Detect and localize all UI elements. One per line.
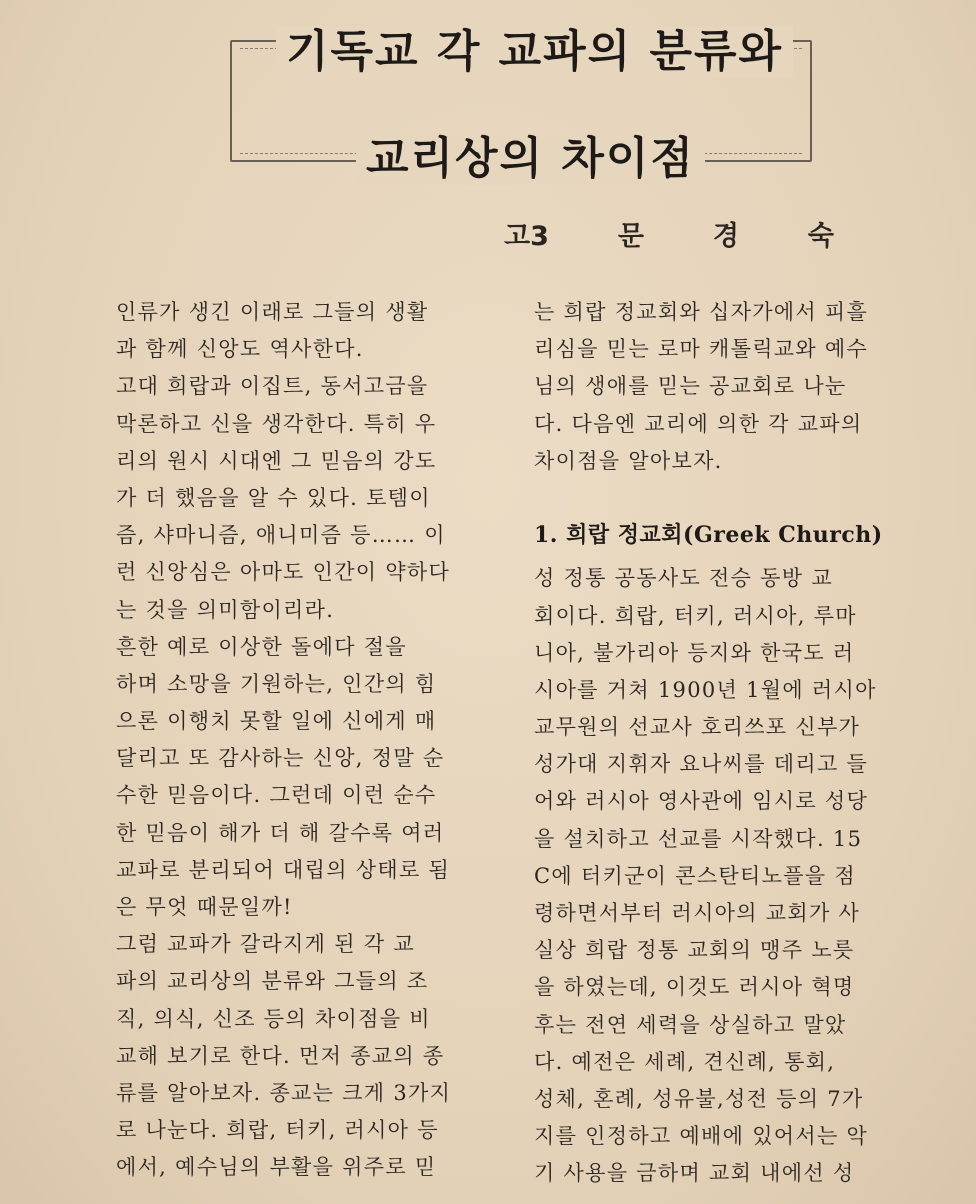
author-byline [504, 214, 834, 253]
text-line: 성 정통 공동사도 전승 동방 교 [534, 566, 833, 591]
text-line: 을 설치하고 선교를 시작했다. 15 [534, 826, 863, 851]
text-line: 그럼 교파가 갈라지게 된 각 교 [116, 932, 415, 957]
text-line: 어와 러시아 영사관에 임시로 성당 [534, 789, 869, 814]
text-line: 달리고 또 감사하는 신앙, 정말 순 [116, 746, 445, 771]
section-heading: 1. 희랍 정교회(Greek Church) [534, 522, 883, 549]
author-grade: 고3 [504, 221, 549, 252]
text-line: 에서, 예수님의 부활을 위주로 믿 [116, 1155, 437, 1180]
text-line: 인류가 생긴 이래로 그들의 생활 [116, 300, 429, 324]
text-line: 교무원의 선교사 호리쓰포 신부가 [534, 715, 861, 740]
text-line: 실상 희랍 정통 교회의 맹주 노릇 [534, 938, 855, 963]
text-line: 과 함께 신앙도 역사한다. [116, 337, 364, 362]
text-line: 니아, 불가리아 등지와 한국도 러 [534, 640, 855, 665]
text-line: 즘, 샤마니즘, 애니미즘 등…… 이 [116, 523, 446, 548]
text-line: 리의 원시 시대엔 그 믿음의 강도 [116, 448, 437, 473]
text-line: 하며 소망을 기원하는, 인간의 힘 [116, 671, 437, 696]
text-line: 을 하였는데, 이것도 러시아 혁명 [534, 975, 855, 1000]
left-text-column [116, 294, 496, 1187]
article-title-line-1: 기독교 각 교파의 분류와 [276, 26, 793, 78]
text-line: 은 무엇 때문일까! [116, 895, 293, 919]
text-line: 수한 믿음이다. 그런데 이런 순수 [116, 783, 437, 808]
text-line: 성체, 혼례, 성유불,성전 등의 7가 [534, 1086, 864, 1111]
text-line: 는 희랍 정교회와 십자가에서 피흘 [534, 300, 869, 324]
text-line: 후는 전연 세력을 상실하고 말았 [534, 1012, 847, 1037]
author-given-name-2: 숙 [807, 221, 834, 252]
text-line: 막론하고 신을 생각한다. 특히 우 [116, 411, 437, 436]
text-line: 가 더 했음을 알 수 있다. 토템이 [116, 485, 431, 510]
article-title-line-2: 교리상의 차이점 [356, 133, 705, 185]
text-line: 시아를 거쳐 1900년 1월에 러시아 [534, 677, 877, 702]
text-line: 흔한 예로 이상한 돌에다 절을 [116, 634, 407, 659]
text-line: 다. 다음엔 교리에 의한 각 교파의 [534, 411, 863, 436]
text-line: 한 믿음이 해가 더 해 갈수록 여러 [116, 820, 445, 845]
text-line: 리심을 믿는 로마 캐톨릭교와 예수 [534, 337, 869, 362]
text-line: 런 신앙심은 아마도 인간이 약하다 [116, 560, 451, 585]
author-surname: 문 [617, 221, 644, 252]
author-given-name-1: 경 [712, 221, 739, 252]
text-line: C에 터키군이 콘스탄티노플을 점 [534, 863, 856, 888]
text-line: 님의 생애를 믿는 공교회로 나눈 [534, 374, 847, 399]
section-spacer [534, 480, 914, 517]
text-line: 지를 인정하고 예배에 있어서는 악 [534, 1124, 869, 1149]
text-line: 으론 이행치 못할 일에 신에게 매 [116, 709, 437, 734]
text-line: 교파로 분리되어 대립의 상태로 됨 [116, 857, 451, 882]
text-line: 차이점을 알아보자. [534, 448, 723, 473]
text-line: 교해 보기로 한다. 먼저 종교의 종 [116, 1043, 445, 1068]
text-line: 다. 예전은 세례, 견신례, 통회, [534, 1049, 836, 1074]
text-line: 고대 희랍과 이집트, 동서고금을 [116, 374, 429, 399]
text-line: 회이다. 희랍, 터키, 러시아, 루마 [534, 603, 857, 628]
text-line: 는 것을 의미함이리라. [116, 597, 335, 622]
text-line: 령하면서부터 러시아의 교회가 사 [534, 901, 861, 925]
text-line: 성가대 지휘자 요나씨를 데리고 들 [534, 752, 869, 777]
text-line: 로 나눈다. 희랍, 터키, 러시아 등 [116, 1118, 439, 1143]
text-line: 파의 교리상의 분류와 그들의 조 [116, 969, 429, 994]
text-line: 기 사용을 금하며 교회 내에선 성 [534, 1161, 855, 1186]
right-text-column [534, 294, 914, 1193]
text-line: 직, 의식, 신조 등의 차이점을 비 [116, 1006, 431, 1031]
text-line: 류를 알아보자. 종교는 크게 3가지 [116, 1080, 452, 1105]
